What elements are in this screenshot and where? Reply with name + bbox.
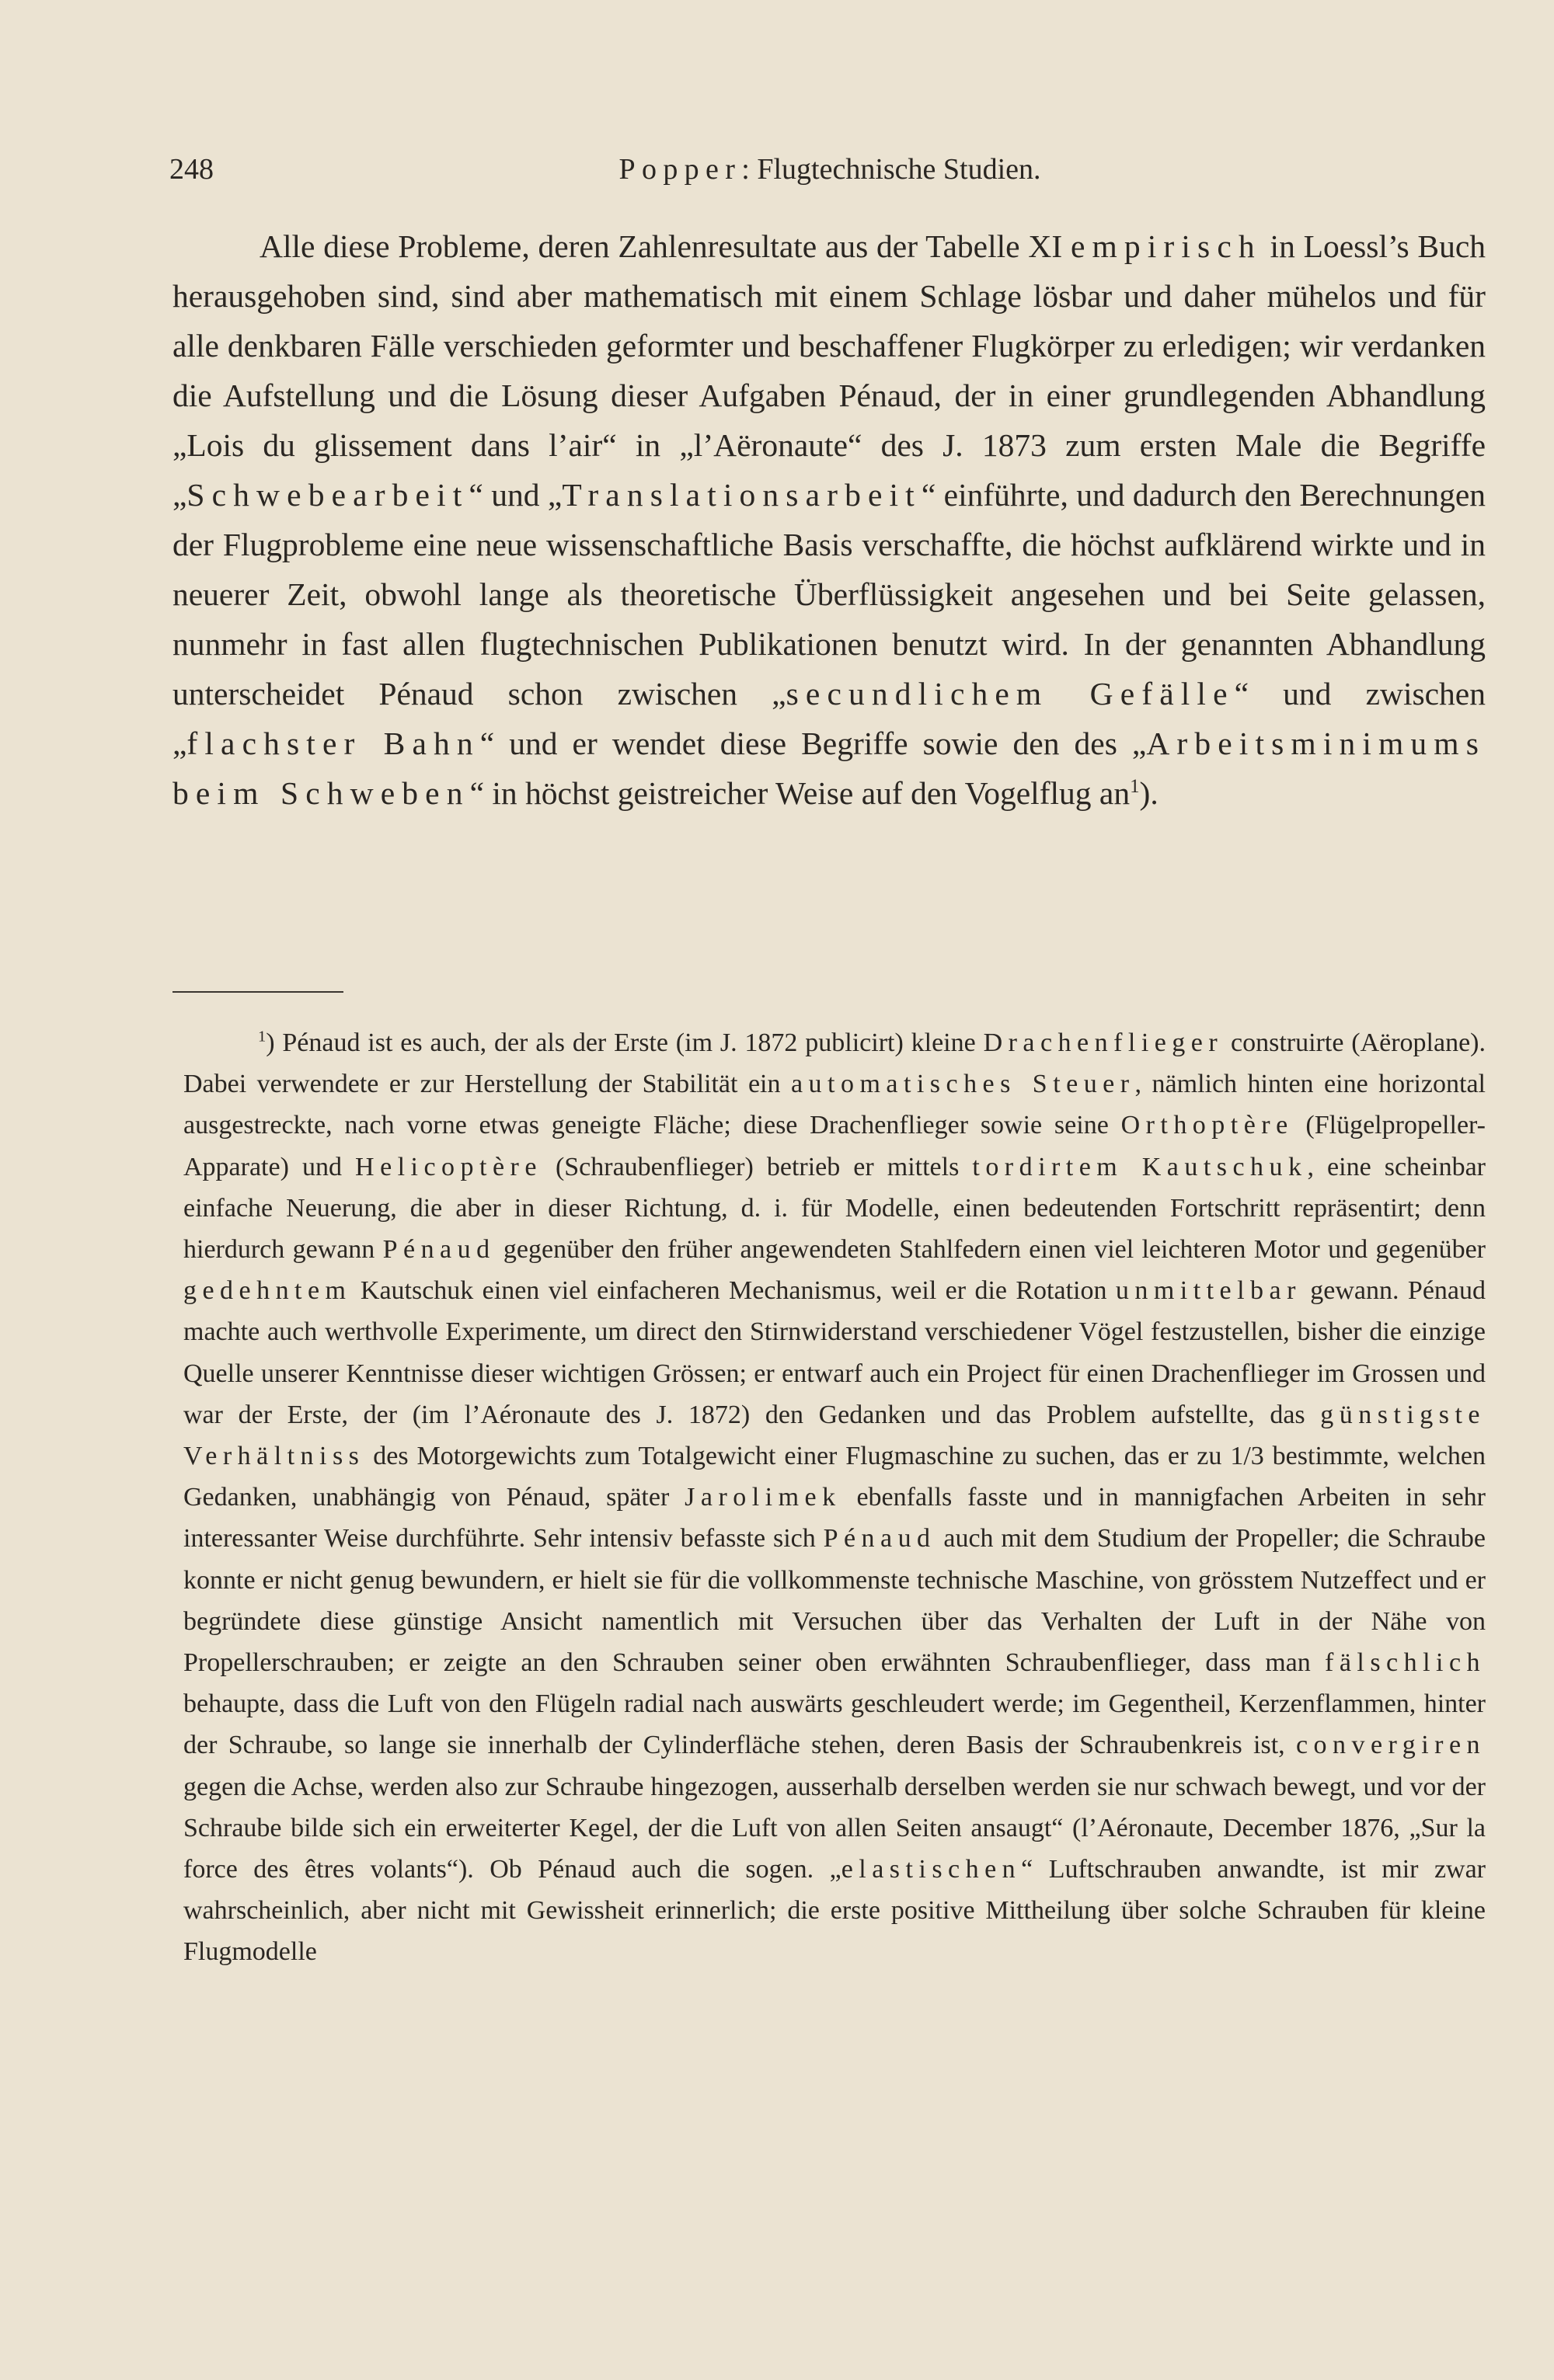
emphasis: flachster Bahn: [186, 725, 480, 761]
running-title: : Flugtechnische Studien.: [741, 153, 1041, 186]
footnote-mark: 1: [258, 1028, 267, 1046]
footnote-reference: 1: [1130, 776, 1140, 798]
emphasis: Translationsarbeit: [562, 477, 922, 513]
footnote-paragraph: $^1$) Pénaud ist es auch, der als der Erste (im J. 1872 publicirt) kleine Drachenflieger construirte (Aëroplane). Dabei verwendete er zur Herstellung der Stabilität ein automatisches Steuer, nämlich hinten eine horizontal ausgestreckte, nach vorne etwas geneigte Fläche; diese Drachenflieger sowie seine Orthoptère (Flügelpropeller-Apparate) und Helicoptère (Schraubenflieger) betrieb er mittels tordirtem Kautschuk, eine scheinbar einfache Neuerung, die aber in dieser Richtung, d. i. für Modelle, einen bedeutenden Fortschritt repräsentirt; denn hierdurch gewann Pénaud gegenüber den früher angewendeten Stahlfedern einen viel leichteren Motor und gegenüber gedehntem Kautschuk einen viel einfacheren Mechanismus, weil er die Rotation unmittelbar gewann. Pénaud machte auch werthvolle Experimente, um direct den Stirnwiderstand verschiedener Vögel festzustellen, bisher die einzige Quelle unserer Kenntnisse dieser wichtigen Grössen; er entwarf auch ein Project für einen Drachenflieger im Grossen und war der Erste, der (im l’Aéronaute des J. 1872) den Gedanken und das Problem aufstellte, das günstigste Verhältniss des Motorgewichts zum Totalgewicht einer Flugmaschine zu suchen, das er zu 1/3 bestimmte, welchen Gedanken, unabhängig von Pénaud, später Jarolimek ebenfalls fasste und in mannigfachen Arbeiten in sehr interessanter Weise durchführte. Sehr intensiv befasste sich Pénaud auch mit dem Studium der Propeller; die Schraube konnte er nicht genug bewundern, er hielt sie für die vollkommenste technische Maschine, von grösstem Nutzeffect und er begründete diese günstige Ansicht namentlich mit Versuchen über das Verhalten der Luft in der Nähe von Propellerschrauben; er zeigte an den Schrauben seiner oben erwähnten Schraubenflieger, dass man fälschlich behaupte, dass die Luft von den Flügeln radial nach auswärts geschleudert werde; im Gegentheil, Kerzenflammen, hinter der Schraube, so lange sie innerhalb der Cylinderfläche stehen, deren Basis der Schraubenkreis ist, convergiren gegen die Achse, werden also zur Schraube hingezogen, ausserhalb derselben werden sie nur schwach bewegt, und vor der Schraube bilde sich ein erweiterter Kegel, der die Luft von allen Seiten ansaugt“ (l’Aéronaute, December 1876, „Sur la force des êtres volants“). Ob Pénaud auch die sogen. „elastischen“ Luftschrauben anwandte, ist mir zwar wahrscheinlich, aber nicht mit Gewissheit erinnerlich; die erste positive Mittheilung über solche Schrauben für kleine Flugmodelle: [183, 1028, 1486, 1967]
emphasis: automatisches Steuer: [790, 1070, 1135, 1099]
page-number: 248: [169, 153, 214, 186]
emphasis: Orthoptère: [1120, 1111, 1294, 1140]
author-name: Popper: [618, 153, 742, 186]
body-paragraph: Alle diese Probleme, deren Zahlenresultate aus der Tabelle XI empirisch in Loessl’s Buch herausgehoben sind, sind aber mathematisch mit einem Schlage lösbar und daher mühelos und für alle denkbaren Fälle verschieden geformter und beschaffener Flugkörper zu erledigen; wir verdanken die Aufstellung und die Lösung dieser Aufgaben Pénaud, der in einer grundlegenden Abhandlung „Lois du glissement dans l’air“ in „l’Aëronaute“ des J. 1873 zum ersten Male die Begriffe „Schwebearbeit“ und „Translationsarbeit“ einführte, und dadurch den Berechnungen der Flugprobleme eine neue wissenschaftliche Basis verschaffte, die höchst aufklärend wirkte und in neuerer Zeit, obwohl lange als theoretische Überflüssigkeit angesehen und bei Seite gelassen, nunmehr in fast allen flugtechnischen Publikationen benutzt wird. In der genannten Abhandlung unterscheidet Pénaud schon zwischen „secundlichem Gefälle“ und zwischen „flachster Bahn“ und er wendet diese Begriffe sowie den des „Arbeitsminimums beim Schweben“ in höchst geistreicher Weise auf den Vogelflug $an^1$).: [172, 228, 1486, 811]
emphasis: Arbeitsminimums beim Schweben: [172, 725, 1486, 811]
emphasis: Helicoptère: [355, 1152, 542, 1181]
page-header: [169, 152, 1490, 199]
emphasis: empirisch: [1070, 228, 1262, 264]
emphasis: Jarolimek: [685, 1483, 841, 1512]
emphasis: günstigste Verhältniss: [183, 1400, 1486, 1471]
emphasis: Schwebearbeit: [186, 477, 469, 513]
emphasis: convergiren: [1295, 1731, 1486, 1760]
main-text: [172, 221, 1486, 818]
footnote-divider: [172, 991, 343, 993]
emphasis: unmittelbar: [1115, 1276, 1301, 1306]
emphasis: Drachenflieger: [983, 1028, 1224, 1057]
emphasis: tordirtem Kautschuk: [972, 1152, 1308, 1181]
footnote: [183, 1022, 1486, 1973]
running-head: [169, 152, 1490, 186]
emphasis: elastischen: [841, 1855, 1022, 1884]
fraction: 1/3: [1230, 1442, 1264, 1471]
emphasis: Pénaud: [823, 1524, 936, 1554]
emphasis: fälschlich: [1325, 1648, 1486, 1678]
emphasis: secundlichem Gefälle: [786, 676, 1235, 712]
emphasis: gedehntem: [183, 1276, 352, 1306]
emphasis: Pénaud: [382, 1235, 496, 1265]
